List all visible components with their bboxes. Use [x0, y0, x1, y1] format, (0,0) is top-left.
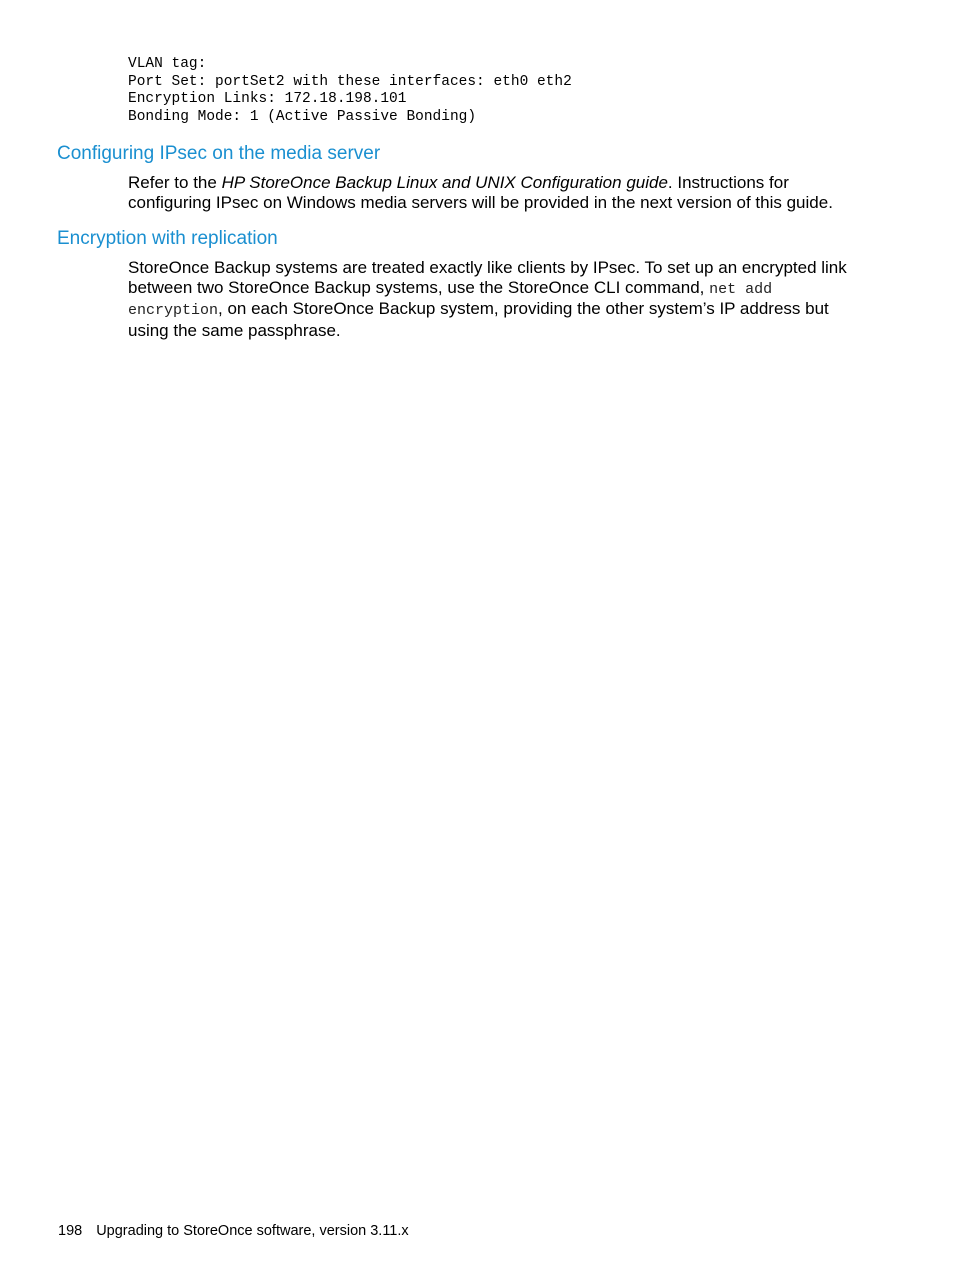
page-number: 198 — [58, 1223, 83, 1239]
code-line: VLAN tag: — [128, 56, 207, 72]
section-heading-configuring-ipsec: Configuring IPsec on the media server — [57, 143, 381, 164]
cli-command: net add encryption — [128, 280, 773, 320]
guide-title: HP StoreOnce Backup Linux and UNIX Configuration guide — [221, 173, 668, 192]
paragraph-text: StoreOnce Backup systems are treated exactly like clients by IPsec. To set up an encrypted link between two StoreOnce Backup systems, use the StoreOnce CLI command, — [128, 258, 847, 297]
paragraph-text: , on each StoreOnce Backup system, providing the other system’s IP address but using the same passphrase. — [128, 299, 829, 341]
code-block — [128, 56, 572, 126]
page-footer — [58, 1222, 409, 1240]
paragraph-text: Refer to the — [128, 173, 222, 192]
code-line: Encryption Links: 172.18.198.101 — [128, 91, 407, 108]
section-paragraph-encryption-replication — [128, 258, 873, 341]
section-paragraph-configuring-ipsec — [128, 173, 873, 212]
code-line: Bonding Mode: 1 (Active Passive Bonding) — [128, 108, 477, 125]
footer-title: Upgrading to StoreOnce software, version 3.11.x — [96, 1223, 409, 1239]
section-heading-encryption-replication: Encryption with replication — [57, 228, 278, 249]
paragraph-text: . Instructions for configuring IPsec on Windows media servers will be provided in the next version of this guide. — [128, 173, 833, 212]
code-line: Port Set: portSet2 with these interfaces: eth0 eth2 — [128, 73, 572, 90]
